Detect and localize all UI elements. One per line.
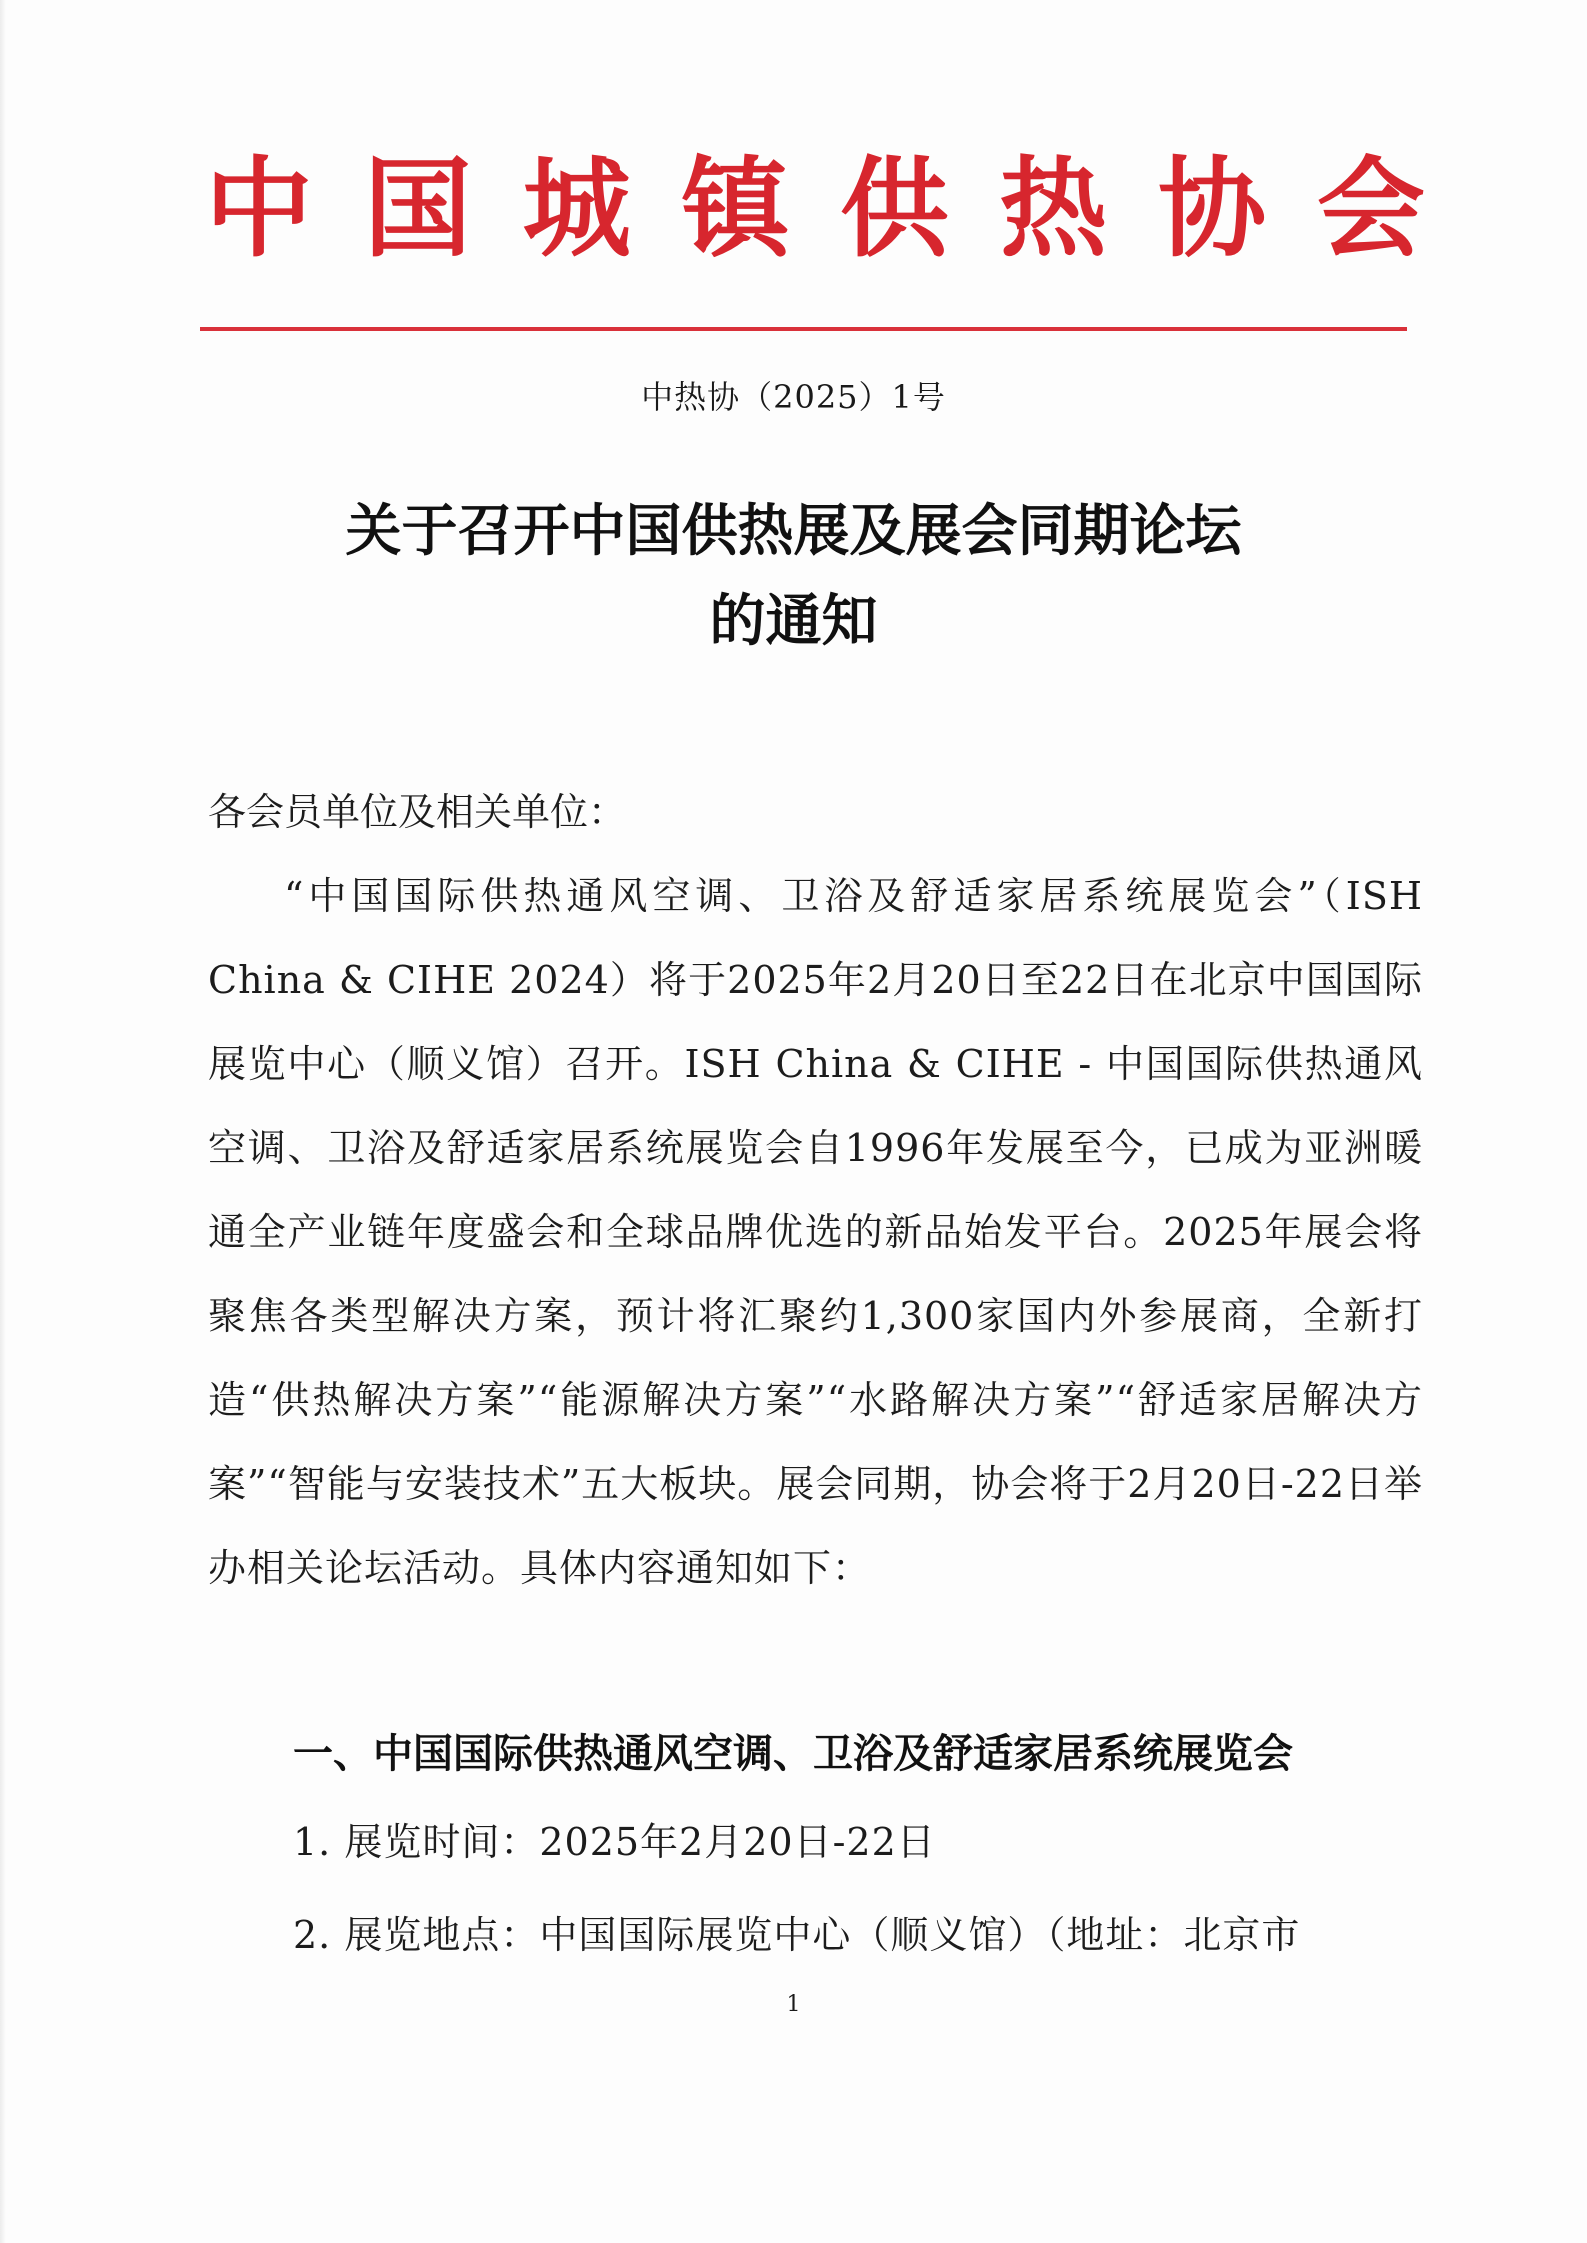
letterhead-char: 供 — [840, 147, 949, 272]
scan-edge — [0, 0, 6, 2243]
section-heading: 一、中国国际供热通风空调、卫浴及舒适家居系统展览会 — [293, 1731, 1293, 1777]
letterhead-divider — [200, 327, 1407, 331]
body-paragraph: “中国国际供热通风空调、卫浴及舒适家居系统展览会”（ISH China & CIHE 2024）将于2025年2月20日至22日在北京中国国际展览中心（顺义馆）召开。ISH China & CIHE - 中国国际供热通风空调、卫浴及舒适家居系统展览会自1996年发展至今，已成为亚洲暖通全产业链年度盛会和全球品牌优选的新品始发平台。2025年展会将聚焦各类型解决方案，预计将汇聚约1,300家国内外参展商，全新打造“供热解决方案”“能源解决方案”“水路解决方案”“舒适家居解决方案”“智能与安装技术”五大板块。展会同期，协会将于2月20日-22日举办相关论坛活动。具体内容通知如下： — [208, 874, 1424, 1590]
salutation: 各会员单位及相关单位： — [208, 790, 627, 834]
letterhead — [205, 147, 1425, 272]
title-line-1: 关于召开中国供热展及展会同期论坛 — [345, 499, 1242, 564]
letterhead-char: 国 — [363, 147, 472, 272]
letterhead-char: 镇 — [681, 147, 790, 272]
list-item: 1. 展览时间：2025年2月20日-22日 — [293, 1820, 936, 1864]
document-number: 中热协（2025）1号 — [641, 378, 946, 416]
title-line-2: 的通知 — [709, 589, 878, 654]
letterhead-char: 会 — [1316, 147, 1425, 272]
letterhead-char: 中 — [205, 147, 314, 272]
letterhead-char: 热 — [999, 147, 1108, 272]
page-number: 1 — [786, 1992, 801, 2017]
letterhead-char: 协 — [1158, 147, 1267, 272]
list-item: 2. 展览地点：中国国际展览中心（顺义馆）（地址：北京市 — [293, 1913, 1301, 1957]
letterhead-char: 城 — [522, 147, 631, 272]
